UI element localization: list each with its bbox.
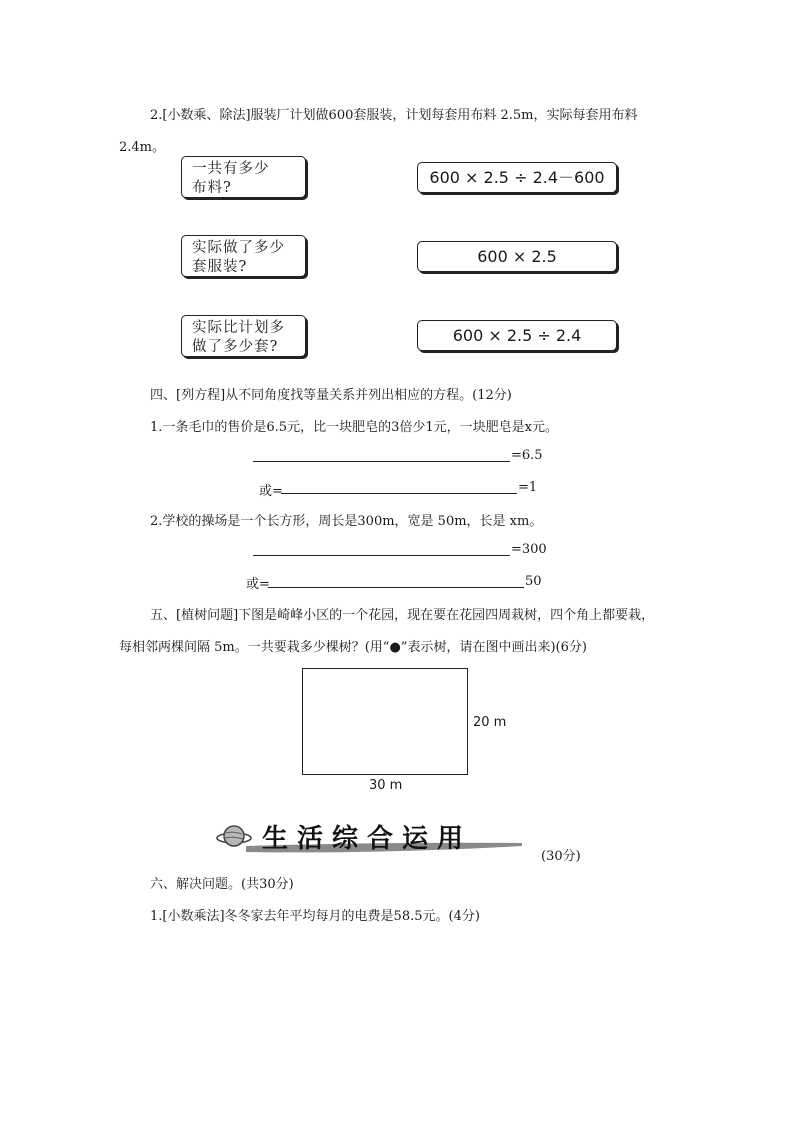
planet-icon bbox=[217, 826, 251, 846]
answer-line[interactable] bbox=[253, 461, 510, 462]
expression-box-2[interactable]: 600 × 2.5 bbox=[417, 241, 617, 272]
equation-suffix: 50 bbox=[525, 574, 542, 589]
expression-box-1[interactable]: 600 × 2.5 ÷ 2.4－600 bbox=[417, 162, 617, 193]
banner-title: 生活综合运用 bbox=[262, 824, 473, 854]
question-box-extra-sets bbox=[181, 315, 306, 357]
question-box-actual-sets bbox=[181, 235, 306, 277]
section-5-line-1: 五、[植树问题]下图是崎峰小区的一个花园，现在要在花园四周栽树，四个角上都要栽， bbox=[150, 608, 655, 623]
equation-suffix: =300 bbox=[511, 542, 547, 557]
height-label: 20 m bbox=[473, 715, 507, 730]
section-5-line-2: 每相邻两棵间隔 5m。一共要栽多少棵树？(用“●”表示树，请在图中画出来)(6分) bbox=[119, 640, 587, 655]
section-4-question-1: 1.一条毛巾的售价是6.5元，比一块肥皂的3倍少1元，一块肥皂是x元。 bbox=[150, 420, 558, 435]
problem-2-line-1: 2.[小数乘、除法]服装厂计划做600套服装，计划每套用布料 2.5m，实际每套用布料 bbox=[150, 108, 638, 123]
equation-prefix: 或= bbox=[259, 484, 283, 499]
equation-suffix: =6.5 bbox=[511, 448, 543, 463]
answer-line[interactable] bbox=[281, 493, 517, 494]
question-line: 套服装? bbox=[192, 259, 248, 275]
equation-suffix: =1 bbox=[518, 480, 538, 495]
width-label: 30 m bbox=[369, 778, 403, 793]
question-line: 做了多少套? bbox=[192, 339, 279, 355]
problem-2-line-2: 2.4m。 bbox=[119, 140, 166, 155]
section-6-heading: 六、解决问题。(共30分) bbox=[150, 877, 294, 892]
equation-prefix: 或= bbox=[246, 577, 270, 592]
section-6-question-1: 1.[小数乘法]冬冬家去年平均每月的电费是58.5元。(4分) bbox=[150, 909, 480, 924]
garden-rectangle[interactable] bbox=[302, 668, 468, 775]
question-line: 布料? bbox=[192, 180, 232, 196]
question-line: 实际比计划多 bbox=[192, 320, 285, 336]
answer-line[interactable] bbox=[253, 555, 510, 556]
expression-box-3[interactable]: 600 × 2.5 ÷ 2.4 bbox=[417, 320, 617, 351]
question-box-total-fabric bbox=[181, 156, 306, 198]
banner-score: (30分) bbox=[541, 849, 581, 864]
section-4-heading: 四、[列方程]从不同角度找等量关系并列出相应的方程。(12分) bbox=[150, 388, 512, 403]
answer-line[interactable] bbox=[268, 587, 524, 588]
question-line: 一共有多少 bbox=[192, 161, 270, 177]
section-4-question-2: 2.学校的操场是一个长方形，周长是300m，宽是 50m，长是 xm。 bbox=[150, 514, 543, 529]
question-line: 实际做了多少 bbox=[192, 240, 285, 256]
